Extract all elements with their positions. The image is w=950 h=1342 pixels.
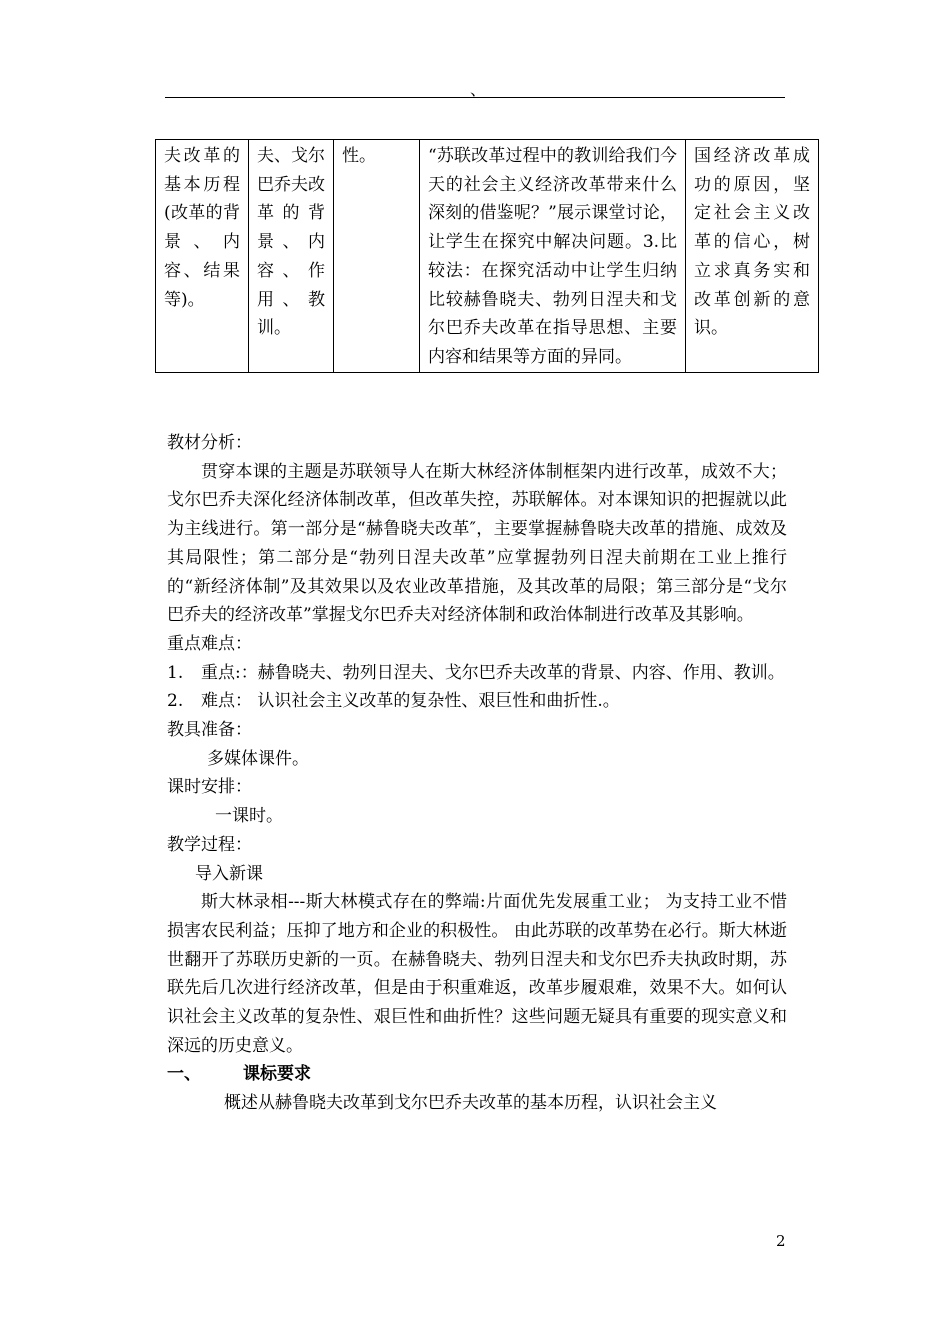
material-text: 贯穿本课的主题是苏联领导人在斯大林经济体制框架内进行改革，成效不大；戈尔巴乔夫深化经济体制改革，但改革失控，苏联解体。对本课知识的把握就以此为主线进行。第一部分是“赫鲁晓夫改革″，主要掌握赫鲁晓夫改革的措施、成效及其局限性；第二部分是“勃列日涅夫改革”应掌握勃列日涅夫前期在工业上推行的“新经济体制”及其效果以及农业改革措施，及其改革的局限；第三部分是“戈尔巴乔夫的经济改革”掌握戈尔巴乔夫对经济体制和政治体制进行改革及其影响。 — [167, 461, 787, 626]
table-cell-value: 国经济改革成功的原因，坚定社会主义改革的信心，树立求真务实和改革创新的意识。 — [686, 140, 819, 373]
keypoints-label: 重点难点： — [167, 633, 252, 654]
intro-label: 导入新课 — [195, 863, 263, 884]
process-label: 教学过程： — [167, 834, 252, 855]
heading-number: 一、 — [167, 1064, 201, 1085]
list-text: 难点： 认识社会主义改革的复杂性、艰巨性和曲折性.。 — [201, 691, 620, 712]
list-text: 重点:：赫鲁晓夫、勃列日涅夫、戈尔巴乔夫改革的背景、内容、作用、教训。 — [201, 662, 785, 683]
tools-label: 教具准备： — [167, 720, 252, 741]
material-label: 教材分析： — [167, 433, 252, 453]
list-number: 1. — [167, 662, 184, 683]
table-cell-goal: 夫、戈尔巴乔夫改革的背景、内容、作用、教训。 — [249, 140, 334, 373]
table-row — [156, 140, 819, 373]
document-body — [167, 429, 787, 1118]
tools-text: 多媒体课件。 — [207, 748, 309, 769]
section-heading — [167, 1060, 787, 1089]
schedule-text: 一课时。 — [215, 806, 283, 827]
heading-text: 课标要求 — [243, 1064, 311, 1085]
intro-text: 斯大林录相---斯大林模式存在的弊端:片面优先发展重工业； 为支持工业不惜损害农民利益；压抑了地方和企业的积极性。 由此苏联的改革势在必行。斯大林逝世翻开了苏联历史新的一页。在赫鲁晓夫、勃列日涅夫和戈尔巴乔夫执政时期，苏联先后几次进行经济改革，但是由于积重难返，改革步履艰难，效果不大。如何认识社会主义改革的复杂性、艰巨性和曲折性？这些问题无疑具有重要的现实意义和深远的历史意义。 — [167, 892, 787, 1056]
schedule-label: 课时安排： — [167, 777, 252, 798]
list-item — [167, 687, 787, 716]
table-cell-method: “苏联改革过程中的教训给我们今天的社会主义经济改革带来什么深刻的借鉴呢？”展示课堂讨论，让学生在探究中解决问题。3.比较法：在探究活动中让学生归纳比较赫鲁晓夫、勃列日涅夫和戈尔巴乔夫改革在指导思想、主要内容和结果等方面的异同。 — [420, 140, 686, 373]
lesson-plan-table — [155, 139, 819, 373]
table-cell-difficulty: 性。 — [334, 140, 420, 373]
standard-text: 概述从赫鲁晓夫改革到戈尔巴乔夫改革的基本历程，认识社会主义 — [224, 1093, 717, 1114]
list-item — [167, 659, 787, 688]
header-mark: 、 — [470, 80, 487, 99]
header-rule — [165, 97, 785, 98]
table-cell-content: 夫改革的基本历程(改革的背景、内容、结果等)。 — [156, 140, 249, 373]
page-number: 2 — [776, 1232, 786, 1250]
list-number: 2. — [167, 691, 184, 712]
